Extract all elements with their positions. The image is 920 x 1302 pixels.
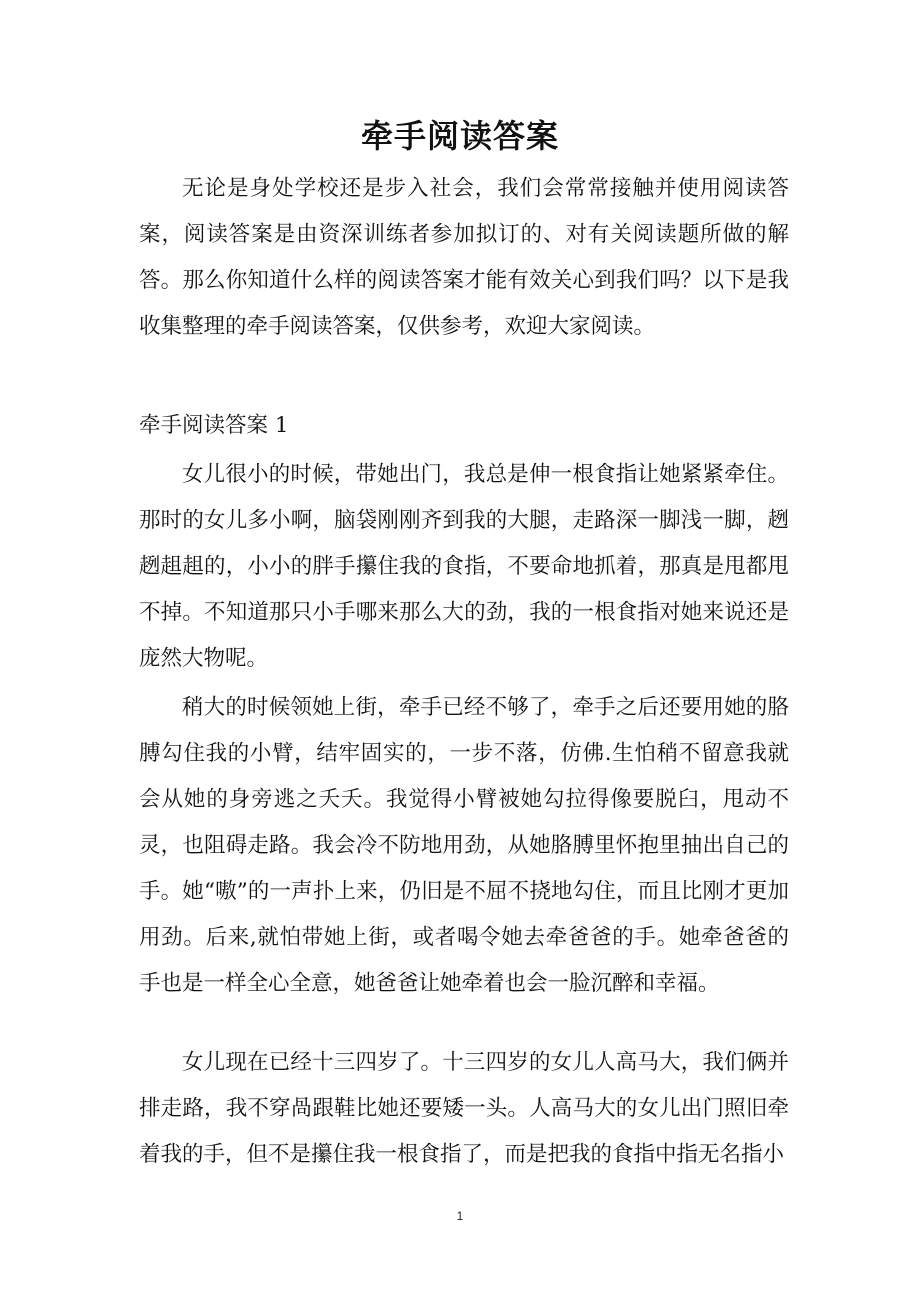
page-number: 1 [456,1209,464,1223]
body-paragraph-3: 女儿现在已经十三四岁了。十三四岁的女儿人高马大，我们俩并排走路，我不穿咼跟鞋比她还要矮一头。人高马大的女儿出门照旧牵着我的手，但不是攥住我一根食指了，而是把我的食指中指无名指小 [139,1050,789,1167]
section-heading: 牵手阅读答案 1 [139,413,289,438]
document-title: 牵手阅读答案 [360,117,559,155]
body-paragraph-2: 稍大的时候领她上街，牵手已经不够了，牵手之后还要用她的胳膊勾住我的小臂，结牢固实的，一步不落，仿佛.生怕稍不留意我就会从她的身旁逃之夭夭。我觉得小臂被她勾拉得像要脱臼，甩动不灵，也阻碍走路。我会冷不防地用劲，从她胳膊里怀抱里抽出自己的手。她“嗷”的一声扑上来，仍旧是不屈不挠地勾住，而且比刚才更加用劲。后来,就怕带她上街，或者喝令她去牵爸爸的手。她牵爸爸的手也是一样全心全意，她爸爸让她牵着也会一脸沉醉和幸福。 [139,695,789,996]
intro-paragraph: 无论是身处学校还是步入社会，我们会常常接触并使用阅读答案，阅读答案是由资深训练者参加拟订的、对有关阅读题所做的解答。那么你知道什么样的阅读答案才能有效关心到我们吗？以下是我收集整理的牵手阅读答案，仅供参考，欢迎大家阅读。 [139,176,789,339]
body-paragraph-1: 女儿很小的时候，带她出门，我总是伸一根食指让她紧紧牵住。那时的女儿多小啊，脑袋刚刚齐到我的大腿，走路深一脚浅一脚，趔趔趄趄的，小小的胖手攥住我的食指，不要命地抓着，那真是甩都甩不掉。不知道那只小手哪来那么大的劲，我的一根食指对她来说还是庞然大物呢。 [139,462,789,671]
